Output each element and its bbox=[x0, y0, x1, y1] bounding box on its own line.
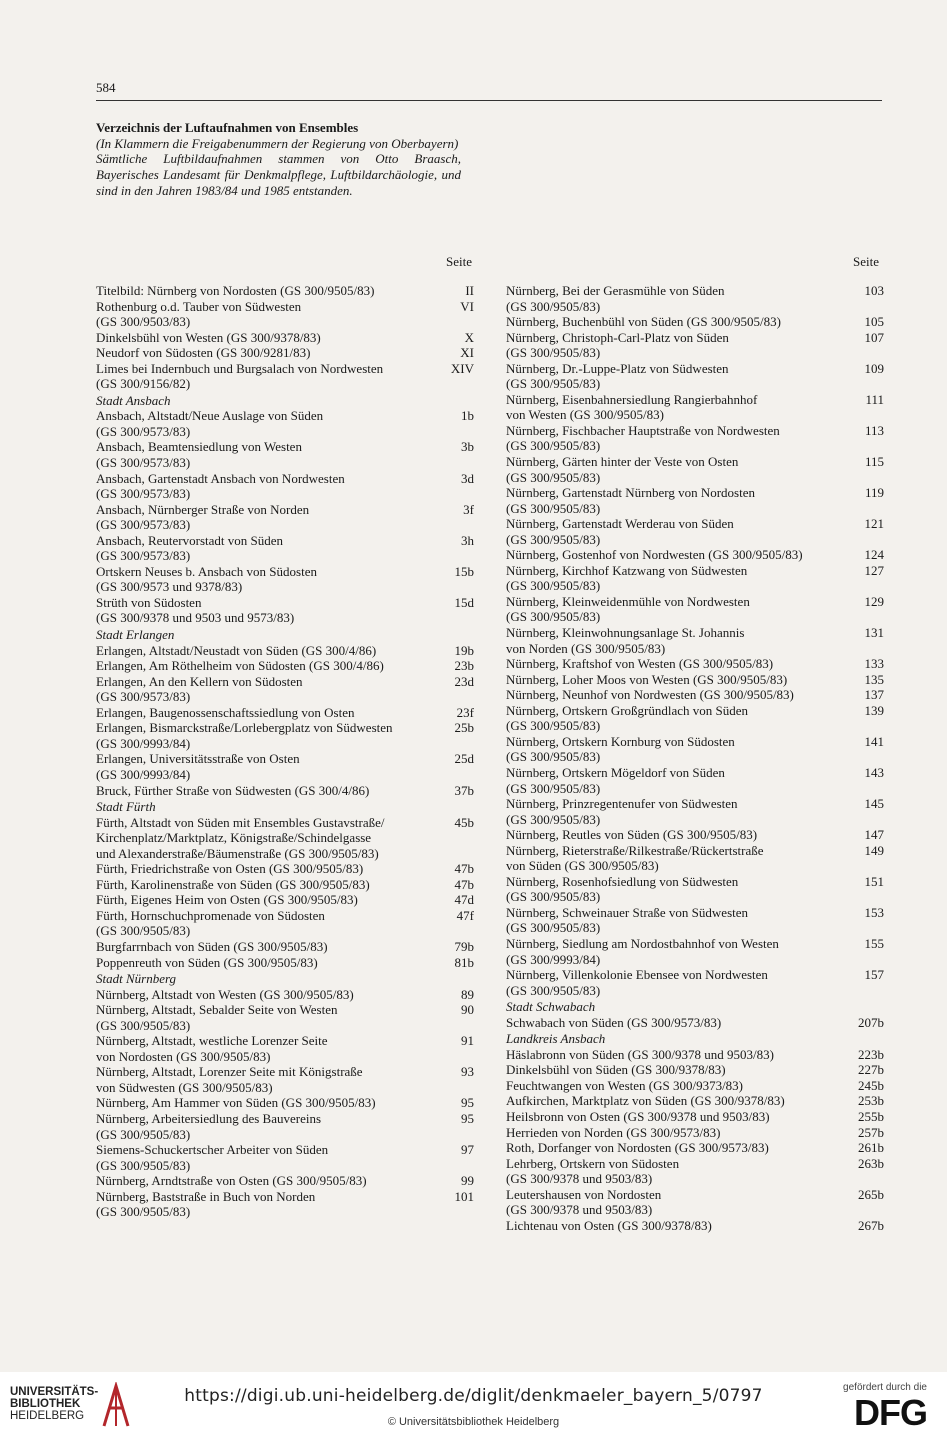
list-item bbox=[506, 392, 884, 423]
entry-title: Lehrberg, Ortskern von Südosten (GS 300/9378 und 9503/83) bbox=[506, 1155, 680, 1187]
uni-line-3: HEIDELBERG bbox=[10, 1410, 85, 1422]
intro-block bbox=[96, 120, 461, 199]
entry-page: VI bbox=[460, 298, 474, 314]
section-heading: Stadt Ansbach bbox=[96, 392, 171, 408]
document-url-link[interactable]: https://digi.ub.uni-heidelberg.de/diglit/denkmaeler_bayern_5/0797 bbox=[184, 1386, 763, 1406]
entry-title: Nürnberg, Reutles von Süden (GS 300/9505/83) bbox=[506, 827, 758, 843]
viewer-footer bbox=[0, 1372, 947, 1441]
entry-title: Nürnberg, Altstadt, westliche Lorenzer Seite von Nordosten (GS 300/9505/83) bbox=[96, 1033, 328, 1064]
entry-title: Roth, Dorfanger von Nordosten (GS 300/9573/83) bbox=[506, 1140, 769, 1156]
list-item bbox=[96, 471, 474, 502]
entry-page: 207b bbox=[858, 1014, 884, 1030]
list-item bbox=[506, 1187, 884, 1218]
funding-note: gefördert durch die bbox=[843, 1382, 927, 1393]
list-item bbox=[506, 874, 884, 905]
list-item bbox=[96, 877, 474, 893]
right-column bbox=[506, 283, 884, 1233]
entry-page: 47b bbox=[454, 876, 474, 892]
list-item bbox=[506, 314, 884, 330]
list-item bbox=[506, 1156, 884, 1187]
seite-label-left: Seite bbox=[446, 254, 472, 269]
list-item bbox=[506, 516, 884, 547]
list-item bbox=[96, 1064, 474, 1095]
list-item bbox=[506, 765, 884, 796]
list-item bbox=[506, 827, 884, 843]
uni-line-2: BIBLIOTHEK bbox=[10, 1398, 81, 1410]
entry-page: 89 bbox=[461, 986, 474, 1002]
list-item bbox=[96, 674, 474, 705]
list-item bbox=[506, 1062, 884, 1078]
list-item bbox=[96, 1095, 474, 1111]
entry-page: 127 bbox=[864, 562, 884, 578]
entry-title: Limes bei Indernbuch und Burgsalach von Nordwesten (GS 300/9156/82) bbox=[96, 360, 384, 392]
entry-title: Ortskern Neuses b. Ansbach von Südosten (GS 300/9573 und 9378/83) bbox=[96, 563, 317, 595]
entry-page: 23f bbox=[456, 704, 474, 720]
entry-title: Heilsbronn von Osten (GS 300/9378 und 9503/83) bbox=[506, 1108, 770, 1124]
entry-page: 1b bbox=[461, 408, 474, 424]
list-item bbox=[506, 1109, 884, 1125]
entry-page: 129 bbox=[864, 593, 884, 609]
entry-page: 79b bbox=[454, 938, 474, 954]
list-item bbox=[96, 533, 474, 564]
list-item bbox=[506, 454, 884, 485]
entry-title: Nürnberg, Kirchhof Katzwang von Südwesten (GS 300/9505/83) bbox=[506, 562, 748, 594]
entry-page: 263b bbox=[858, 1155, 884, 1171]
entry-page: 3b bbox=[461, 439, 474, 455]
list-item bbox=[96, 939, 474, 955]
entry-page: 245b bbox=[858, 1077, 884, 1093]
entry-page: 255b bbox=[858, 1108, 884, 1124]
entry-page: 25b bbox=[454, 720, 474, 736]
list-item bbox=[96, 751, 474, 782]
entry-title: Ansbach, Altstadt/Neue Auslage von Süden (GS 300/9573/83) bbox=[96, 408, 324, 439]
list-item bbox=[506, 361, 884, 392]
list-item bbox=[506, 283, 884, 314]
entry-page: 253b bbox=[858, 1093, 884, 1109]
left-column bbox=[96, 283, 474, 1220]
entry-page: 3d bbox=[461, 470, 474, 486]
entry-title: Rothenburg o.d. Tauber von Südwesten (GS 300/9503/83) bbox=[96, 298, 302, 330]
list-item bbox=[506, 672, 884, 688]
list-item bbox=[506, 594, 884, 625]
list-item bbox=[506, 905, 884, 936]
entry-title: Ansbach, Nürnberger Straße von Norden (GS 300/9573/83) bbox=[96, 501, 310, 533]
list-item bbox=[506, 843, 884, 874]
entry-page: 90 bbox=[461, 1002, 474, 1018]
entry-page: 23b bbox=[454, 658, 474, 674]
entry-page: 99 bbox=[461, 1173, 474, 1189]
entry-title: Nürnberg, Altstadt von Westen (GS 300/9505/83) bbox=[96, 986, 354, 1002]
entry-page: 131 bbox=[864, 625, 884, 641]
list-item bbox=[96, 564, 474, 595]
entry-page: 103 bbox=[864, 283, 884, 298]
list-item bbox=[506, 796, 884, 827]
entry-title: Nürnberg, Eisenbahnersiedlung Rangierbahnhof von Westen (GS 300/9505/83) bbox=[506, 391, 758, 423]
list-item bbox=[96, 987, 474, 1003]
entry-title: Nürnberg, Bei der Gerasmühle von Süden (GS 300/9505/83) bbox=[506, 283, 725, 314]
entry-page: 151 bbox=[864, 873, 884, 889]
entry-page: 153 bbox=[864, 904, 884, 920]
entry-page: 47b bbox=[454, 861, 474, 877]
entry-title: Ansbach, Reutervorstadt von Süden (GS 300/9573/83) bbox=[96, 532, 284, 564]
list-item bbox=[506, 625, 884, 656]
entry-page: 95 bbox=[461, 1110, 474, 1126]
entry-page: 109 bbox=[864, 360, 884, 376]
list-item bbox=[506, 656, 884, 672]
entry-title: Nürnberg, Ortskern Mögeldorf von Süden (GS 300/9505/83) bbox=[506, 764, 725, 796]
entry-title: Nürnberg, Arbeitersiedlung des Bauvereins (GS 300/9505/83) bbox=[96, 1110, 322, 1142]
entry-page: 115 bbox=[864, 454, 884, 470]
entry-title: Feuchtwangen von Westen (GS 300/9373/83) bbox=[506, 1077, 744, 1093]
entry-title: Nürnberg, Dr.-Luppe-Platz von Südwesten (GS 300/9505/83) bbox=[506, 360, 729, 392]
entry-page: II bbox=[465, 283, 474, 298]
entry-title: Nürnberg, Gostenhof von Nordwesten (GS 300/9505/83) bbox=[506, 547, 803, 563]
entry-title: Nürnberg, Siedlung am Nordostbahnhof von Westen (GS 300/9993/84) bbox=[506, 935, 779, 967]
entry-page: X bbox=[464, 329, 474, 345]
entry-title: Neudorf von Südosten (GS 300/9281/83) bbox=[96, 345, 311, 361]
list-item bbox=[96, 643, 474, 659]
entry-page: 267b bbox=[858, 1217, 884, 1233]
entry-title: Bruck, Fürther Straße von Südwesten (GS 300/4/86) bbox=[96, 782, 370, 798]
seite-label-right: Seite bbox=[853, 254, 879, 269]
list-item bbox=[506, 1218, 884, 1234]
list-item bbox=[506, 1140, 884, 1156]
entry-page: 265b bbox=[858, 1186, 884, 1202]
entry-title: Nürnberg, Baststraße in Buch von Norden (GS 300/9505/83) bbox=[96, 1188, 316, 1220]
entry-page: 47f bbox=[456, 907, 474, 923]
entry-page: XI bbox=[460, 345, 474, 361]
list-item bbox=[96, 892, 474, 908]
list-item bbox=[96, 1002, 474, 1033]
list-item bbox=[506, 936, 884, 967]
entry-title: Nürnberg, Schweinauer Straße von Südwesten (GS 300/9505/83) bbox=[506, 904, 749, 936]
entry-title: Nürnberg, Prinzregentenufer von Südwesten (GS 300/9505/83) bbox=[506, 796, 738, 827]
entry-title: Nürnberg, Rosenhofsiedlung von Südwesten (GS 300/9505/83) bbox=[506, 873, 739, 905]
section-heading: Landkreis Ansbach bbox=[506, 1031, 606, 1047]
dfg-logo: DFG bbox=[854, 1392, 927, 1433]
list-item bbox=[506, 485, 884, 516]
entry-title: Nürnberg, Gartenstadt Werderau von Süden (GS 300/9505/83) bbox=[506, 516, 734, 547]
list-item bbox=[506, 330, 884, 361]
list-item bbox=[506, 1125, 884, 1141]
entry-title: Schwabach von Süden (GS 300/9573/83) bbox=[506, 1014, 722, 1030]
entry-title: Fürth, Friedrichstraße von Osten (GS 300/9505/83) bbox=[96, 861, 364, 877]
entry-page: 145 bbox=[864, 796, 884, 812]
entry-page: 113 bbox=[864, 422, 884, 438]
section-heading: Stadt Schwabach bbox=[506, 999, 596, 1015]
entry-page: 45b bbox=[454, 814, 474, 830]
entry-title: Nürnberg, Am Hammer von Süden (GS 300/9505/83) bbox=[96, 1095, 376, 1111]
list-item bbox=[96, 330, 474, 346]
entry-page: 135 bbox=[864, 671, 884, 687]
list-item bbox=[96, 361, 474, 392]
entry-title: Erlangen, Altstadt/Neustadt von Süden (GS 300/4/86) bbox=[96, 642, 377, 658]
entry-title: Dinkelsbühl von Westen (GS 300/9378/83) bbox=[96, 329, 321, 345]
list-item bbox=[506, 1093, 884, 1109]
entry-title: Herrieden von Norden (GS 300/9573/83) bbox=[506, 1124, 721, 1140]
list-item bbox=[96, 283, 474, 299]
entry-page: 101 bbox=[454, 1188, 474, 1204]
entry-page: 157 bbox=[864, 967, 884, 983]
list-item bbox=[506, 1047, 884, 1063]
entry-title: Ansbach, Gartenstadt Ansbach von Nordwesten (GS 300/9573/83) bbox=[96, 470, 345, 502]
entry-page: 19b bbox=[454, 642, 474, 658]
list-heading: Verzeichnis der Luftaufnahmen von Ensembles bbox=[96, 120, 359, 135]
list-item bbox=[506, 687, 884, 703]
list-item bbox=[506, 1015, 884, 1031]
entry-title: Fürth, Eigenes Heim von Osten (GS 300/9505/83) bbox=[96, 892, 358, 908]
entry-title: Erlangen, An den Kellern von Südosten (GS 300/9573/83) bbox=[96, 673, 303, 705]
entry-title: Titelbild: Nürnberg von Nordosten (GS 300/9505/83) bbox=[96, 283, 375, 298]
header-rule bbox=[96, 100, 882, 101]
entry-page: 111 bbox=[865, 391, 884, 407]
list-item bbox=[96, 502, 474, 533]
list-item bbox=[96, 658, 474, 674]
entry-page: 257b bbox=[858, 1124, 884, 1140]
list-item bbox=[96, 955, 474, 971]
entry-title: Nürnberg, Arndtstraße von Osten (GS 300/9505/83) bbox=[96, 1173, 367, 1189]
entry-title: Leutershausen von Nordosten (GS 300/9378 und 9503/83) bbox=[506, 1186, 662, 1218]
entry-page: 119 bbox=[864, 485, 884, 501]
entry-page: 149 bbox=[864, 842, 884, 858]
entry-title: Siemens-Schuckertscher Arbeiter von Süden (GS 300/9505/83) bbox=[96, 1142, 329, 1173]
entry-page: 23d bbox=[454, 673, 474, 689]
list-item bbox=[506, 423, 884, 454]
entry-page: 155 bbox=[864, 935, 884, 951]
entry-title: Fürth, Altstadt von Süden mit Ensembles Gustavstraße/ Kirchenplatz/Marktplatz, Königstraße/Schindelgasse und Alexanderstraße/Bäumenstraße (GS 300/9505/83) bbox=[96, 814, 385, 861]
entry-page: 3f bbox=[463, 501, 474, 517]
entry-title: Nürnberg, Kleinweidenmühle von Nordwesten (GS 300/9505/83) bbox=[506, 593, 750, 625]
entry-page: 81b bbox=[454, 954, 474, 970]
entry-title: Ansbach, Beamtensiedlung von Westen (GS 300/9573/83) bbox=[96, 439, 302, 471]
entry-page: 37b bbox=[454, 782, 474, 798]
entry-title: Nürnberg, Neunhof von Nordwesten (GS 300/9505/83) bbox=[506, 687, 794, 703]
entry-title: Nürnberg, Ortskern Kornburg von Südosten (GS 300/9505/83) bbox=[506, 733, 735, 765]
intro-note: (In Klammern die Freigabenummern der Regierung von Oberbayern) bbox=[96, 135, 459, 151]
entry-title: Nürnberg, Ortskern Großgründlach von Süden (GS 300/9505/83) bbox=[506, 702, 749, 734]
entry-page: 91 bbox=[461, 1033, 474, 1049]
list-item bbox=[96, 1189, 474, 1220]
entry-title: Poppenreuth von Süden (GS 300/9505/83) bbox=[96, 954, 318, 970]
entry-page: 124 bbox=[864, 547, 884, 563]
entry-title: Lichtenau von Osten (GS 300/9378/83) bbox=[506, 1217, 712, 1233]
copyright-text: © Universitätsbibliothek Heidelberg bbox=[387, 1416, 560, 1428]
list-item bbox=[96, 1111, 474, 1142]
entry-title: Nürnberg, Kraftshof von Westen (GS 300/9505/83) bbox=[506, 656, 774, 672]
list-item bbox=[96, 783, 474, 799]
list-item bbox=[506, 1078, 884, 1094]
list-item bbox=[96, 815, 474, 862]
entry-page: 121 bbox=[864, 516, 884, 532]
entry-page: 25d bbox=[454, 751, 474, 767]
entry-page: XIV bbox=[450, 360, 474, 376]
entry-title: Fürth, Hornschuchpromenade von Südosten (GS 300/9505/83) bbox=[96, 907, 325, 939]
list-item bbox=[96, 345, 474, 361]
entry-title: Strüth von Südosten (GS 300/9378 und 9503 und 9573/83) bbox=[96, 594, 295, 626]
entry-page: 143 bbox=[864, 764, 884, 780]
entry-page: 107 bbox=[864, 329, 884, 345]
entry-title: Erlangen, Bismarckstraße/Lorlebergplatz von Südwesten (GS 300/9993/84) bbox=[96, 720, 393, 751]
entry-page: 139 bbox=[864, 702, 884, 718]
entry-title: Aufkirchen, Marktplatz von Süden (GS 300/9378/83) bbox=[506, 1093, 785, 1109]
entry-page: 137 bbox=[864, 687, 884, 703]
section-heading: Stadt Nürnberg bbox=[96, 971, 177, 987]
entry-title: Erlangen, Universitätsstraße von Osten (GS 300/9993/84) bbox=[96, 751, 300, 782]
list-item bbox=[96, 1033, 474, 1064]
entry-title: Nürnberg, Altstadt, Sebalder Seite von Westen (GS 300/9505/83) bbox=[96, 1002, 338, 1033]
entry-title: Erlangen, Baugenossenschaftssiedlung von Osten bbox=[96, 704, 355, 720]
list-item bbox=[96, 408, 474, 439]
entry-page: 93 bbox=[461, 1064, 474, 1080]
list-item bbox=[506, 703, 884, 734]
entry-title: Burgfarrnbach von Süden (GS 300/9505/83) bbox=[96, 938, 328, 954]
entry-title: Nürnberg, Kleinwohnungsanlage St. Johannis von Norden (GS 300/9505/83) bbox=[506, 625, 745, 656]
entry-title: Nürnberg, Christoph-Carl-Platz von Süden (GS 300/9505/83) bbox=[506, 329, 729, 361]
entry-page: 97 bbox=[461, 1142, 474, 1158]
entry-page: 261b bbox=[858, 1140, 884, 1156]
entry-page: 223b bbox=[858, 1046, 884, 1062]
entry-page: 15d bbox=[454, 594, 474, 610]
entry-page: 147 bbox=[864, 827, 884, 843]
list-item bbox=[96, 439, 474, 470]
entry-title: Dinkelsbühl von Süden (GS 300/9378/83) bbox=[506, 1062, 726, 1078]
section-heading: Stadt Erlangen bbox=[96, 627, 175, 643]
section-heading: Stadt Fürth bbox=[96, 799, 156, 815]
entry-title: Nürnberg, Villenkolonie Ebensee von Nordwesten (GS 300/9505/83) bbox=[506, 967, 768, 998]
entry-title: Nürnberg, Buchenbühl von Süden (GS 300/9505/83) bbox=[506, 314, 781, 330]
entry-title: Erlangen, Am Röthelheim von Südosten (GS 300/4/86) bbox=[96, 658, 384, 674]
entry-title: Fürth, Karolinenstraße von Süden (GS 300/9505/83) bbox=[96, 876, 370, 892]
entry-page: 227b bbox=[858, 1062, 884, 1078]
entry-title: Häslabronn von Süden (GS 300/9378 und 9503/83) bbox=[506, 1046, 774, 1062]
list-item bbox=[96, 1173, 474, 1189]
list-item bbox=[96, 720, 474, 751]
entry-title: Nürnberg, Rieterstraße/Rilkestraße/Rückertstraße von Süden (GS 300/9505/83) bbox=[506, 842, 764, 874]
entry-page: 95 bbox=[461, 1095, 474, 1111]
entry-page: 47d bbox=[454, 892, 474, 908]
entry-page: 133 bbox=[864, 656, 884, 672]
entry-page: 3h bbox=[461, 532, 474, 548]
entry-title: Nürnberg, Loher Moos von Westen (GS 300/9505/83) bbox=[506, 671, 788, 687]
entry-title: Nürnberg, Altstadt, Lorenzer Seite mit Königstraße von Südwesten (GS 300/9505/83) bbox=[96, 1064, 363, 1095]
entry-page: 15b bbox=[454, 563, 474, 579]
entry-title: Nürnberg, Gärten hinter der Veste von Osten (GS 300/9505/83) bbox=[506, 454, 739, 485]
list-item bbox=[96, 299, 474, 330]
list-item bbox=[96, 908, 474, 939]
entry-title: Nürnberg, Fischbacher Hauptstraße von Nordwesten (GS 300/9505/83) bbox=[506, 422, 780, 454]
list-item bbox=[96, 595, 474, 626]
list-item bbox=[96, 705, 474, 721]
entry-title: Nürnberg, Gartenstadt Nürnberg von Nordosten (GS 300/9505/83) bbox=[506, 485, 755, 516]
list-item bbox=[506, 734, 884, 765]
list-item bbox=[96, 1142, 474, 1173]
list-item bbox=[506, 547, 884, 563]
uni-line-1: UNIVERSITÄTS- bbox=[10, 1386, 99, 1398]
page-number: 584 bbox=[96, 80, 116, 95]
entry-page: 141 bbox=[864, 733, 884, 749]
list-item bbox=[96, 861, 474, 877]
entry-page: 105 bbox=[864, 314, 884, 330]
list-item bbox=[506, 563, 884, 594]
list-item bbox=[506, 967, 884, 998]
intro-text: Sämtliche Luftbildaufnahmen stammen von Otto Braasch, Bayerisches Landesamt für Denkmalpflege, Luftbildarchäologie, und sind in den Jahren 1983/84 und 1985 entstanden. bbox=[96, 151, 461, 198]
